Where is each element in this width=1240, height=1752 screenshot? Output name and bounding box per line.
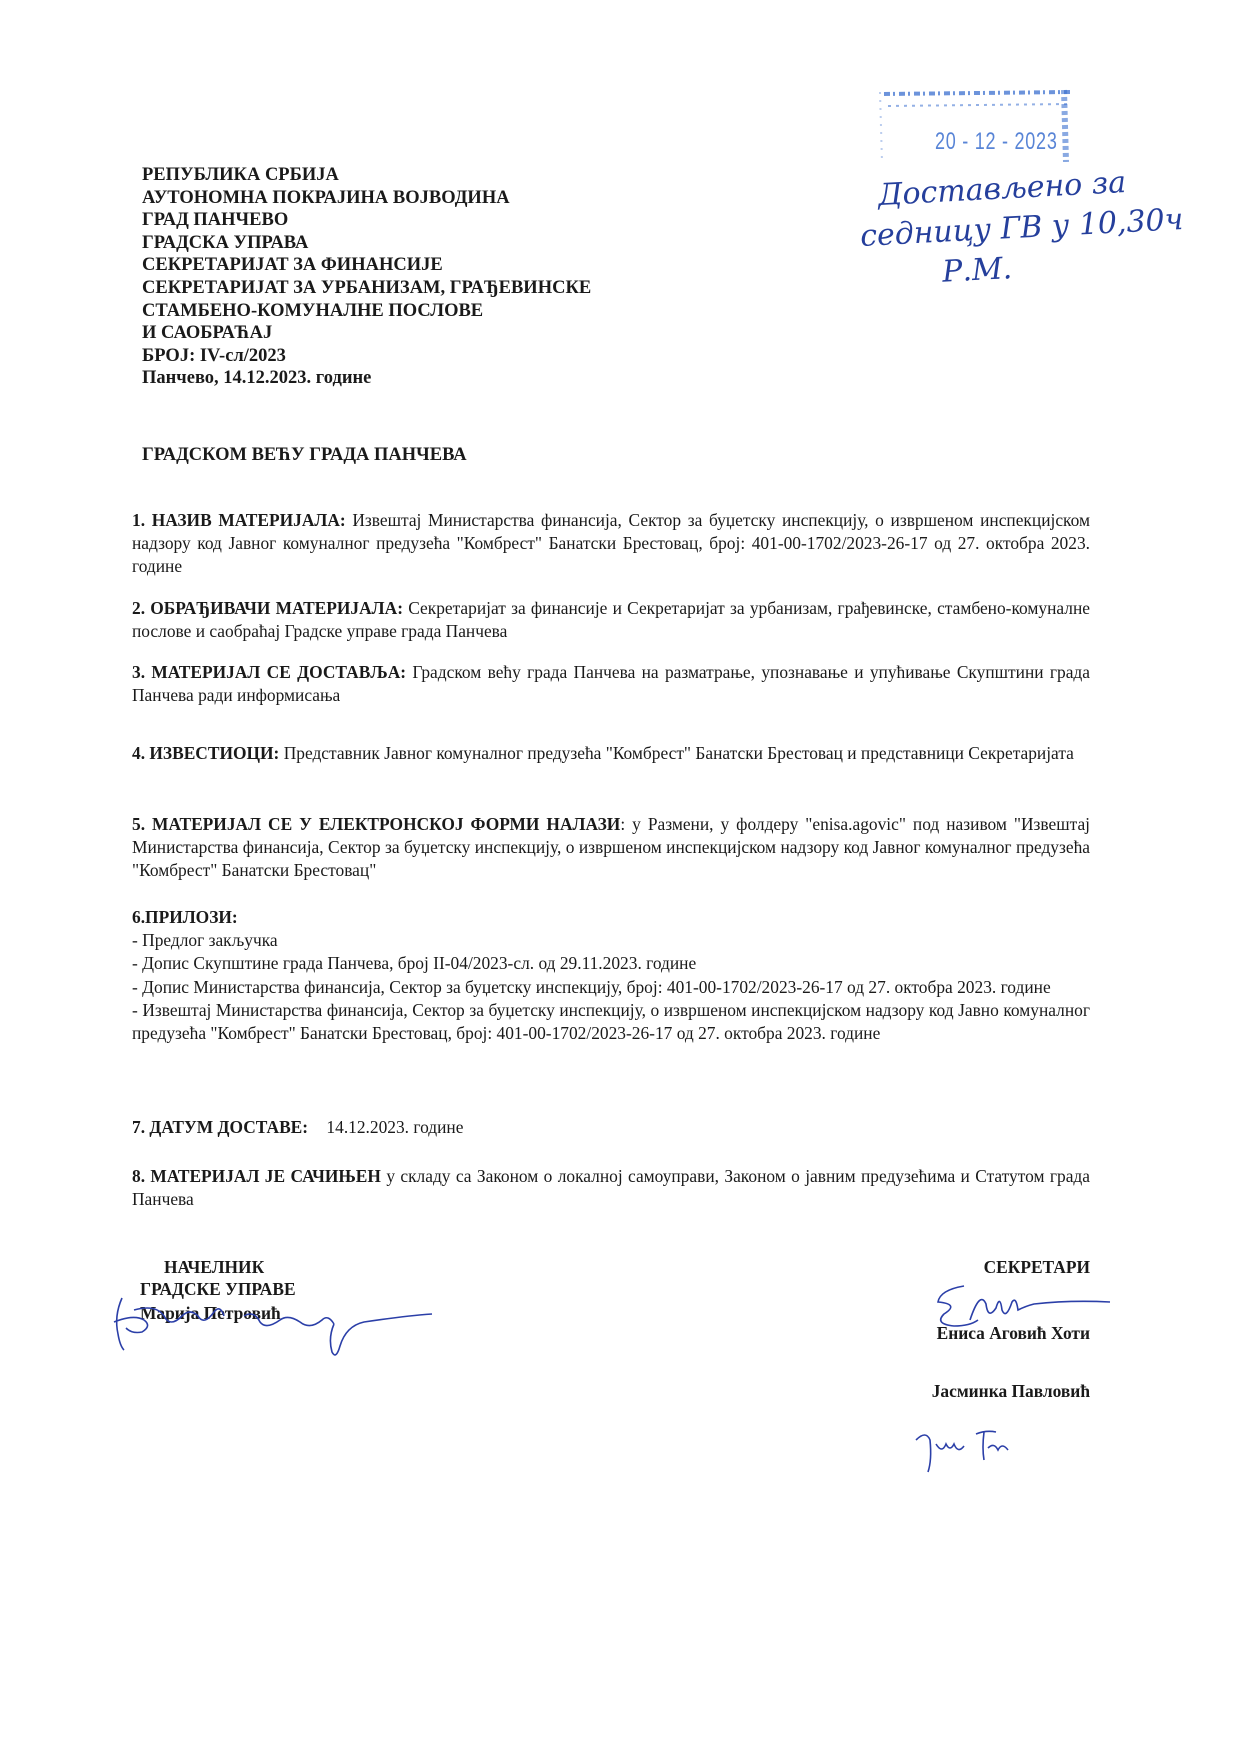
header-secretariat-urbanism: СЕКРЕТАРИЈАТ ЗА УРБАНИЗАМ, ГРАЂЕВИНСКЕ xyxy=(142,277,592,298)
header-administration: ГРАДСКА УПРАВА xyxy=(142,232,309,253)
addressee: ГРАДСКОМ ВЕЋУ ГРАДА ПАНЧЕВА xyxy=(142,445,467,465)
handwritten-signature-secretary-2 xyxy=(912,1424,1032,1484)
section-label: 6.ПРИЛОЗИ: xyxy=(132,907,238,927)
header-number: БРОЈ: IV-сл/2023 xyxy=(142,345,286,366)
section-label: 2. ОБРАЂИВАЧИ МАТЕРИЈАЛА: xyxy=(132,598,403,618)
section-label: 7. ДАТУМ ДОСТАВЕ: xyxy=(132,1117,309,1137)
handwritten-signature-secretary-1 xyxy=(930,1280,1130,1350)
section-delivery-date xyxy=(132,1116,1090,1139)
section-label: 3. МАТЕРИЈАЛ СЕ ДОСТАВЉА: xyxy=(132,662,407,682)
header-country: РЕПУБЛИКА СРБИЈА xyxy=(142,165,339,185)
stamp-date: 20 - 12 - 2023 xyxy=(935,128,1058,155)
section-text: у складу са Законом о локалној самоуправи, Законом о јавним предузећима и Статутом града Панчева xyxy=(132,1166,1090,1210)
handwritten-note-line: Р.М. xyxy=(941,251,1013,290)
section-text: 14.12.2023. године xyxy=(326,1117,464,1137)
section-attachments xyxy=(132,906,1090,1045)
section-legal-basis xyxy=(132,1165,1090,1211)
header-place-date: Панчево, 14.12.2023. године xyxy=(142,368,372,389)
section-label: 1. НАЗИВ МАТЕРИЈАЛА: xyxy=(132,510,346,530)
handwritten-note-line: Достављено за xyxy=(877,165,1127,213)
signatory-title: ГРАДСКЕ УПРАВЕ xyxy=(140,1279,296,1299)
document-header xyxy=(142,164,591,390)
section-text: Извештај Министарства финансија, Сектор за буџетску инспекцију, о извршеном инспекцијском надзору код Јавног комуналног предузећа "Комбрест" Банатски Брестовац, број: 401-00-1702/2023-26-17 од 27. октобра 2023. године xyxy=(132,510,1090,577)
section-label: 5. МАТЕРИЈАЛ СЕ У ЕЛЕКТРОНСКОЈ ФОРМИ НАЛАЗИ xyxy=(132,814,621,834)
section-electronic-location xyxy=(132,813,1090,883)
section-label: 4. ИЗВЕСТИОЦИ: xyxy=(132,743,280,763)
section-text: Представник Јавног комуналног предузећа "Комбрест" Банатски Брестовац и представници Секретаријата xyxy=(283,743,1074,763)
section-material-title xyxy=(132,509,1090,579)
header-province: АУТОНОМНА ПОКРАЈИНА ВОЈВОДИНА xyxy=(142,187,510,208)
signatory-name: Марија Петровић xyxy=(140,1303,281,1323)
attachment-item: - Извештај Министарства финансија, Сектор за буџетску инспекцију, о извршеном инспекцијском надзору код Јавно комуналног предузећа "Комбрест" Банатски Брестовац, број: 401-00-1702/2023-26-17 од 27. октобра 2023. године xyxy=(132,999,1090,1044)
section-text: Градском већу града Панчева на разматрање, упознавање и упућивање Скупштини града Панчева ради информисања xyxy=(132,662,1090,706)
section-label: 8. МАТЕРИЈАЛ ЈЕ САЧИЊЕН xyxy=(132,1166,381,1186)
header-secretariat-finance: СЕКРЕТАРИЈАТ ЗА ФИНАНСИЈЕ xyxy=(142,255,443,276)
section-rapporteurs xyxy=(132,742,1090,765)
handwritten-note-line: седницу ГВ у 10,30ч xyxy=(859,202,1185,254)
header-secretariat-urbanism-cont: СТАМБЕНО-КОМУНАЛНЕ ПОСЛОВЕ xyxy=(142,300,484,321)
handwritten-note xyxy=(859,160,1186,296)
attachment-item: - Предлог закључка xyxy=(132,930,278,951)
signatory-title: НАЧЕЛНИК xyxy=(164,1257,265,1277)
header-secretariat-urbanism-cont2: И САОБРАЋАЈ xyxy=(142,323,273,344)
signatory-name: Ениса Аговић Хоти xyxy=(936,1323,1090,1343)
handwritten-signature-head xyxy=(104,1286,434,1366)
header-city: ГРАД ПАНЧЕВО xyxy=(142,210,289,231)
attachment-item: - Допис Скупштине града Панчева, број II-04/2023-сл. од 29.11.2023. године xyxy=(132,953,697,974)
section-delivered-to xyxy=(132,661,1090,707)
signatory-title: СЕКРЕТАРИ xyxy=(983,1257,1090,1277)
attachment-item: - Допис Министарства финансија, Сектор за буџетску инспекцију, број: 401-00-1702/2023-26-17 од 27. октобра 2023. године xyxy=(132,976,1051,997)
section-prepared-by xyxy=(132,597,1090,643)
signatory-name: Јасминка Павловић xyxy=(931,1381,1090,1401)
section-text: Секретаријат за финансије и Секретаријат за урбанизам, грађевинске, стамбено-комуналне послове и саобраћај Градске управе града Панчева xyxy=(132,598,1090,642)
section-text: : у Размени, у фолдеру "enisa.agovic" под називом "Извештај Министарства финансија, Сектор за буџетску инспекцију, о извршеном инспекцијском надзору код Јавног комуналног предузећа "Комбрест" Банатски Брестовац" xyxy=(132,814,1090,881)
